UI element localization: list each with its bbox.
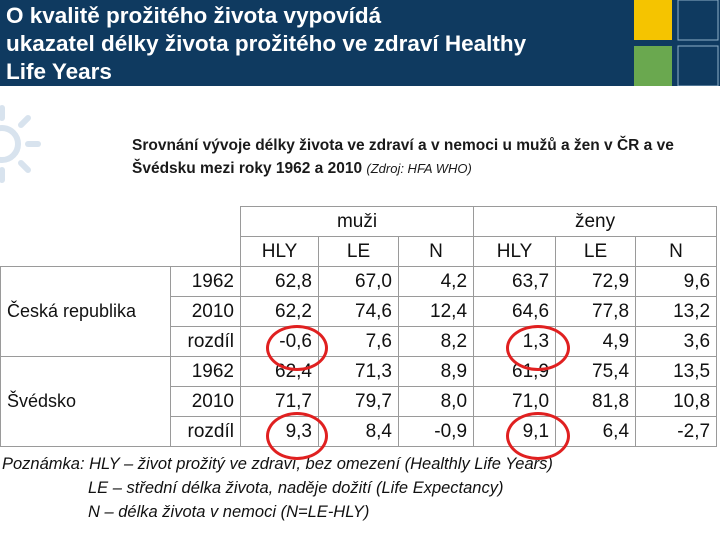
value-cell: 8,4 <box>319 417 399 447</box>
data-table <box>0 206 717 447</box>
row-label-cell: 1962 <box>171 357 241 387</box>
highlight-circle-cz-women <box>506 325 570 371</box>
highlight-circle-se-men <box>266 412 328 460</box>
subtitle <box>132 134 712 180</box>
row-label-cell: 2010 <box>171 297 241 327</box>
empty-cell <box>171 237 241 267</box>
subtitle-source: (Zdroj: HFA WHO) <box>366 161 472 176</box>
highlight-circle-cz-men <box>266 325 328 371</box>
value-cell: 64,6 <box>474 297 556 327</box>
column-header: LE <box>556 237 636 267</box>
row-label-cell: rozdíl <box>171 417 241 447</box>
table-row <box>1 297 717 327</box>
value-cell: 9,3 <box>241 417 319 447</box>
tiles-graphic <box>632 0 720 86</box>
tile-outline <box>678 0 718 40</box>
column-header: HLY <box>241 237 319 267</box>
value-cell: 12,4 <box>399 297 474 327</box>
country-cell: Česká republika <box>1 297 171 327</box>
value-cell: 4,2 <box>399 267 474 297</box>
value-cell: 75,4 <box>556 357 636 387</box>
empty-cell <box>171 207 241 237</box>
value-cell: 81,8 <box>556 387 636 417</box>
value-cell: 13,2 <box>636 297 717 327</box>
table-group-row <box>1 207 717 237</box>
value-cell: 63,7 <box>474 267 556 297</box>
column-header: N <box>636 237 717 267</box>
table-header-row <box>1 237 717 267</box>
value-cell: 8,9 <box>399 357 474 387</box>
column-header: LE <box>319 237 399 267</box>
value-cell: -0,6 <box>241 327 319 357</box>
country-cell <box>1 267 171 297</box>
value-cell: 77,8 <box>556 297 636 327</box>
value-cell: 1,3 <box>474 327 556 357</box>
empty-cell <box>1 237 171 267</box>
slide-title <box>6 2 706 86</box>
value-cell: 72,9 <box>556 267 636 297</box>
row-label-cell: 1962 <box>171 267 241 297</box>
table-row <box>1 387 717 417</box>
value-cell: 71,0 <box>474 387 556 417</box>
group-header-women: ženy <box>474 207 717 237</box>
decorative-tiles <box>632 0 720 86</box>
value-cell: 62,8 <box>241 267 319 297</box>
value-cell: 71,3 <box>319 357 399 387</box>
sun-icon <box>0 104 42 184</box>
value-cell: 9,1 <box>474 417 556 447</box>
value-cell: 7,6 <box>319 327 399 357</box>
column-header: N <box>399 237 474 267</box>
value-cell: 3,6 <box>636 327 717 357</box>
country-cell <box>1 327 171 357</box>
title-line-3: Life Years <box>6 59 112 84</box>
note-line-1: Poznámka: HLY – život prožitý ve zdraví, bez omezení (Healthly Life Years) <box>2 455 553 473</box>
note-line-3: N – délka života v nemoci (N=LE-HLY) <box>88 503 370 521</box>
value-cell: 13,5 <box>636 357 717 387</box>
highlight-circle-se-women <box>506 412 570 460</box>
table-row <box>1 327 717 357</box>
table-row <box>1 357 717 387</box>
value-cell: 4,9 <box>556 327 636 357</box>
value-cell: 74,6 <box>319 297 399 327</box>
tile-yellow <box>634 0 672 40</box>
value-cell: 62,4 <box>241 357 319 387</box>
table-note <box>2 452 553 524</box>
value-cell: 6,4 <box>556 417 636 447</box>
value-cell: 8,2 <box>399 327 474 357</box>
group-header-men: muži <box>241 207 474 237</box>
value-cell: 71,7 <box>241 387 319 417</box>
slide-header <box>0 0 720 86</box>
title-line-2: ukazatel délky života prožitého ve zdraví Healthy <box>6 31 527 56</box>
country-cell <box>1 357 171 387</box>
row-label-cell: rozdíl <box>171 327 241 357</box>
value-cell: 62,2 <box>241 297 319 327</box>
tile-outline-2 <box>678 46 718 86</box>
table-row <box>1 267 717 297</box>
value-cell: -2,7 <box>636 417 717 447</box>
subtitle-text: Srovnání vývoje délky života ve zdraví a v nemoci u mužů a žen v ČR a ve Švédsku mezi roky 1962 a 2010 <box>132 137 674 177</box>
country-cell: Švédsko <box>1 387 171 417</box>
column-header: HLY <box>474 237 556 267</box>
tile-green <box>634 46 672 86</box>
title-line-1: O kvalitě prožitého života vypovídá <box>6 3 382 28</box>
value-cell: 8,0 <box>399 387 474 417</box>
value-cell: 61,9 <box>474 357 556 387</box>
value-cell: 10,8 <box>636 387 717 417</box>
empty-cell <box>1 207 171 237</box>
table-row <box>1 417 717 447</box>
value-cell: 9,6 <box>636 267 717 297</box>
value-cell: 79,7 <box>319 387 399 417</box>
value-cell: -0,9 <box>399 417 474 447</box>
row-label-cell: 2010 <box>171 387 241 417</box>
country-cell <box>1 417 171 447</box>
table-body <box>1 267 717 447</box>
value-cell: 67,0 <box>319 267 399 297</box>
note-line-2: LE – střední délka života, naděje dožití (Life Expectancy) <box>88 479 504 497</box>
